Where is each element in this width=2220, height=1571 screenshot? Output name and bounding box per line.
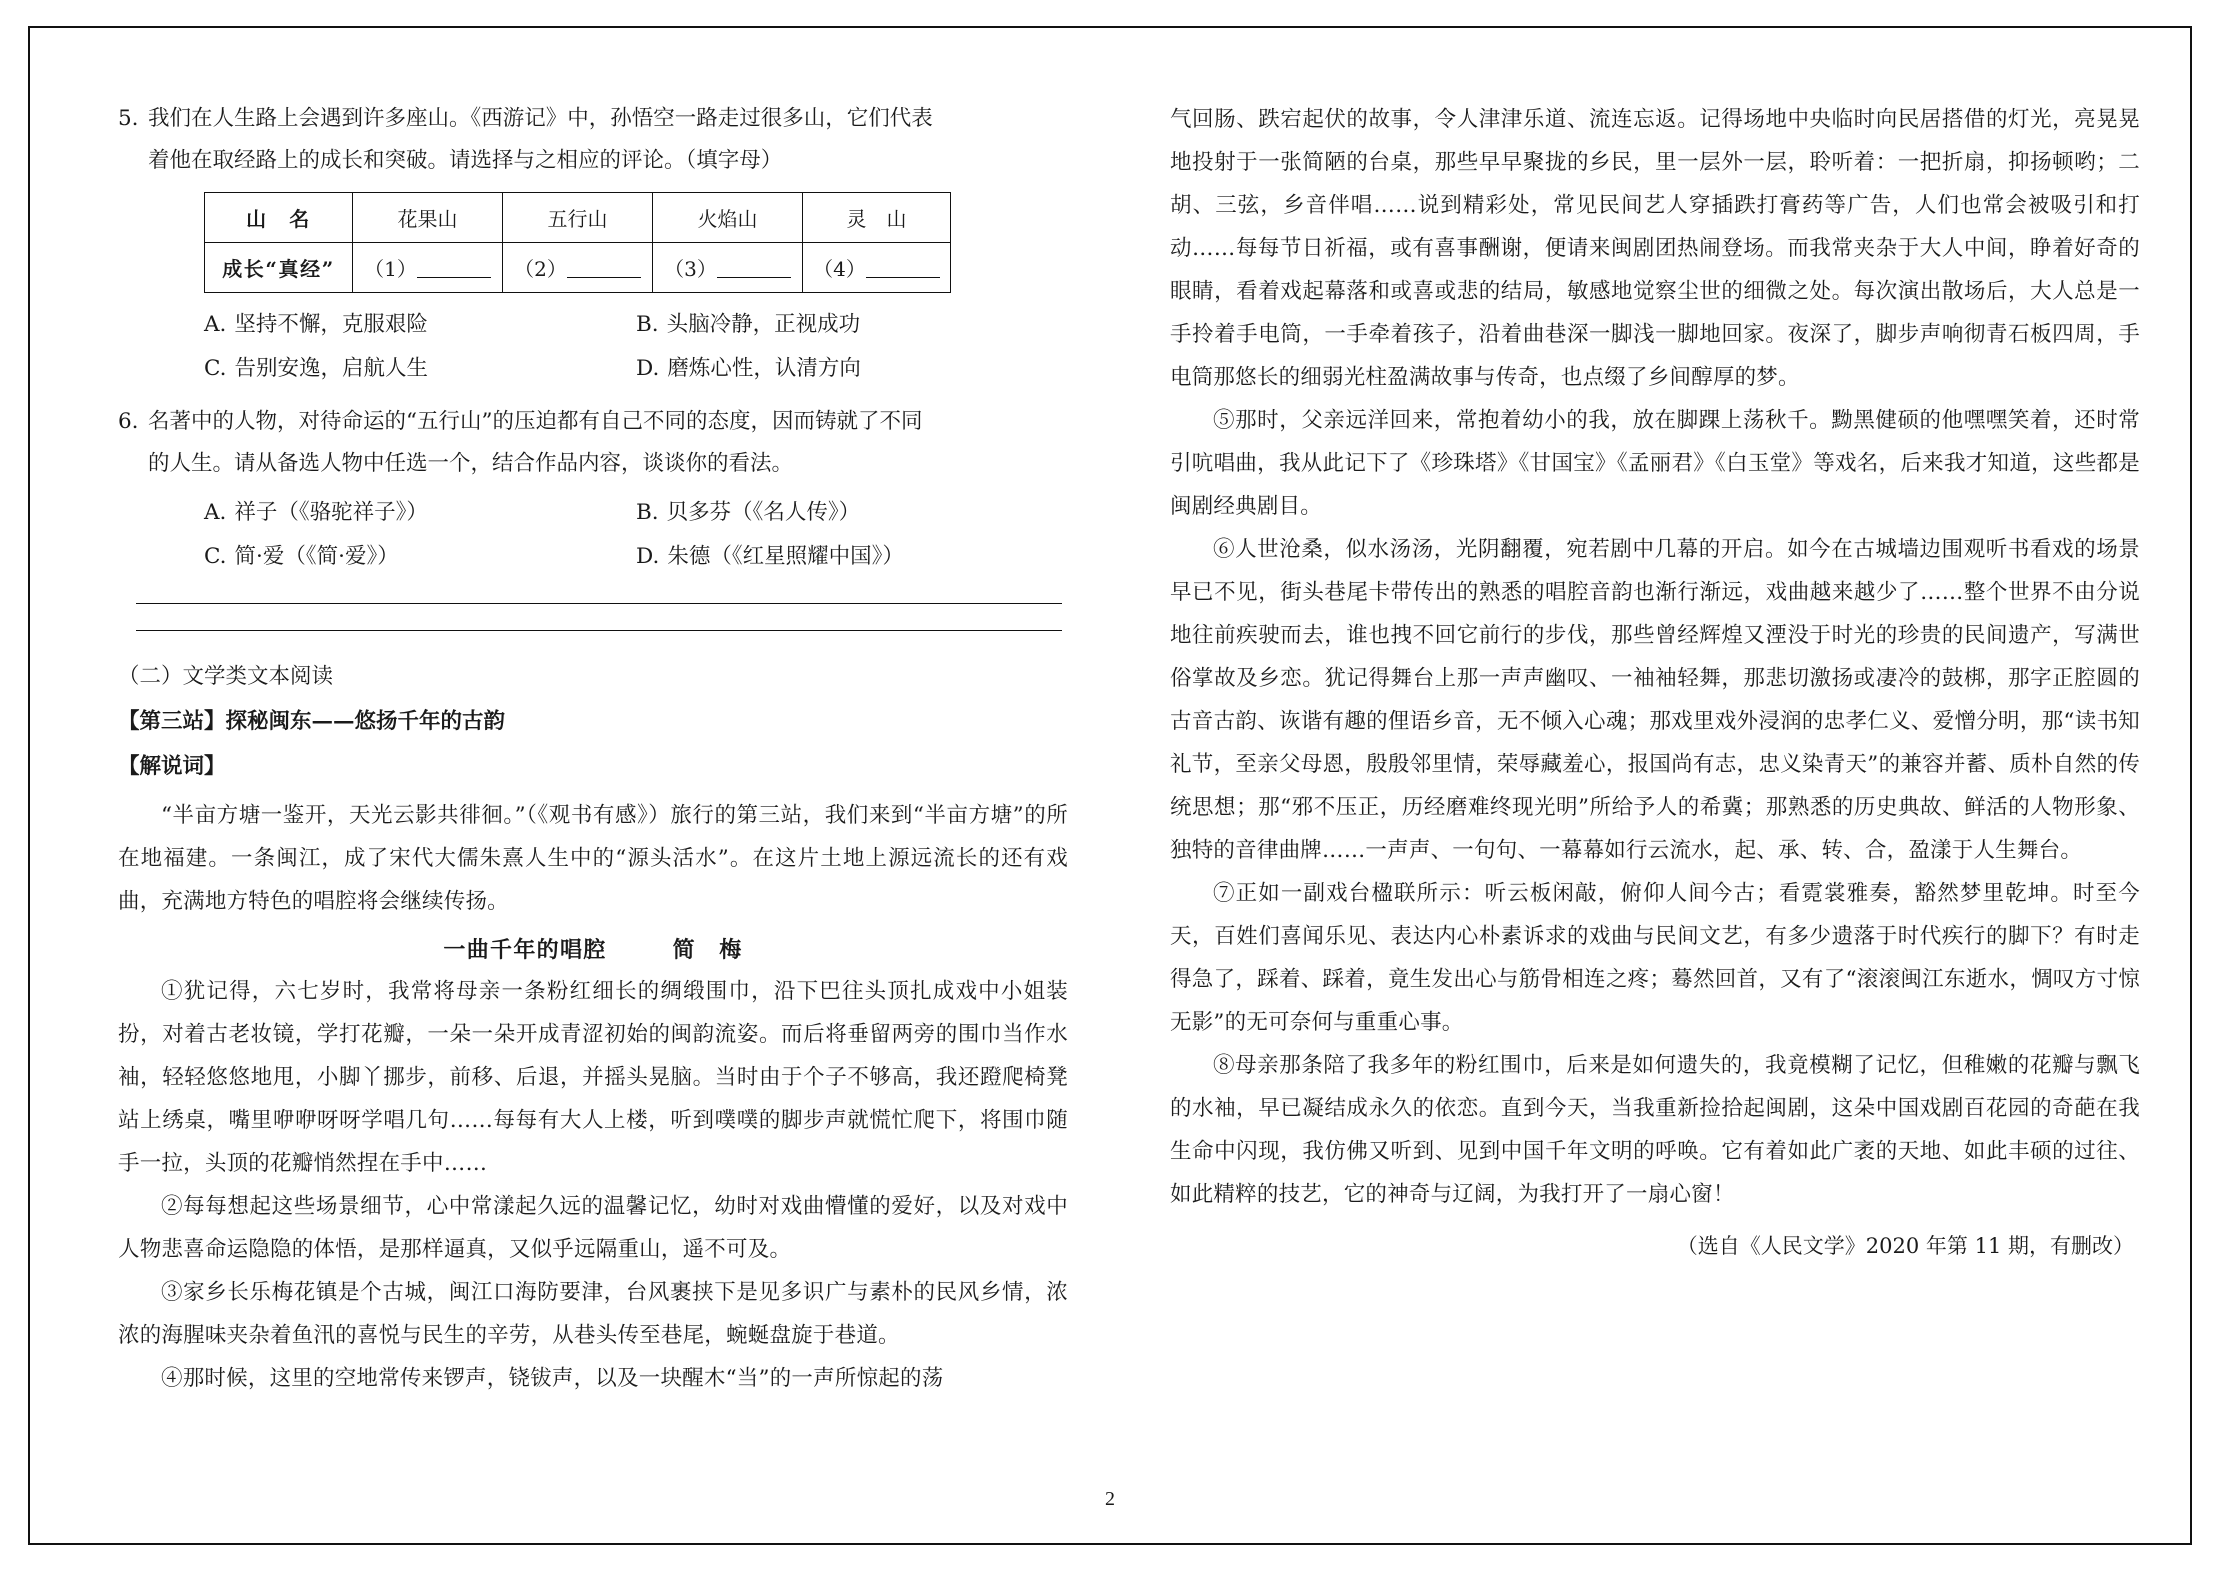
answer-cell-3[interactable] [653, 242, 803, 292]
question-6-options-row-1 [118, 491, 1068, 535]
q6-option-d-label: D. [636, 543, 660, 569]
table-cell-lingshan: 灵 山 [803, 192, 951, 242]
paragraph-4-continued: 气回肠、跌宕起伏的故事，令人津津乐道、流连忘返。记得场地中央临时向民居搭借的灯光，亮晃晃地投射于一张简陋的台桌，那些早早聚拢的乡民，里一层外一层，聆听着：一把折扇，抑扬顿哟；二胡、三弦，乡音伴唱……说到精彩处，常见民间艺人穿插跌打膏药等广告，人们也常会被吸引和打动……每每节日祈福，或有喜事酬谢，便请来闽剧团热闹登场。而我常夹杂于大人中间，睁着好奇的眼睛，看着戏起幕落和或喜或悲的结局，敏感地觉察尘世的细微之处。每次演出散场后，大人总是一手拎着手电筒，一手牵着孩子，沿着曲巷深一脚浅一脚地回家。夜深了，脚步声响彻青石板四周，手电筒那悠长的细弱光柱盈满故事与传奇，也点缀了乡间醇厚的梦。 [1170, 107, 2140, 390]
question-5 [118, 98, 1068, 182]
question-6-line1: 名著中的人物，对待命运的“五行山”的压迫都有自己不同的态度，因而铸就了不同 [148, 408, 923, 434]
article-title [118, 933, 1068, 964]
option-c[interactable] [204, 347, 636, 391]
option-b-label: B. [636, 311, 659, 337]
option-a[interactable] [204, 303, 636, 347]
q6-option-b-label: B. [636, 499, 659, 525]
q6-option-d[interactable] [636, 535, 1068, 579]
question-5-number: 5. [118, 106, 139, 131]
article-author: 简 梅 [672, 936, 743, 963]
option-d[interactable] [636, 347, 1068, 391]
answer-mark-4: （4） [813, 256, 866, 281]
left-column [60, 60, 1088, 1510]
answer-mark-3: （3） [664, 256, 717, 281]
q6-option-a[interactable] [204, 491, 636, 535]
option-d-label: D. [636, 355, 660, 381]
answer-blank-3 [717, 277, 791, 278]
note-title: 【解说词】 [118, 753, 226, 779]
table-cell-huoyanshan: 火焰山 [653, 192, 803, 242]
paragraph-4: ④那时候，这里的空地常传来锣声，铙钹声，以及一块醒木“当”的一声所惊起的荡 [161, 1365, 944, 1391]
table-header-name: 山 名 [205, 192, 353, 242]
question-5-options-row-2 [118, 347, 1068, 391]
answer-line-2[interactable] [136, 630, 1062, 631]
q6-option-d-text: 朱德（《红星照耀中国》） [667, 543, 904, 569]
answer-cell-1[interactable] [353, 242, 503, 292]
paragraph-5: ⑤那时，父亲远洋回来，常抱着幼小的我，放在脚踝上荡秋千。黝黑健硕的他嘿嘿笑着，还时常引吭唱曲，我从此记下了《珍珠塔》《甘国宝》《孟丽君》《白玉堂》等戏名，后来我才知道，这些都是闽剧经典剧目。 [1170, 408, 2140, 519]
q6-option-c[interactable] [204, 535, 636, 579]
q6-option-b-text: 贝多芬（《名人传》） [666, 499, 861, 525]
station-title: 【第三站】探秘闽东——悠扬千年的古韵 [118, 708, 506, 734]
answer-lines [118, 603, 1068, 631]
answer-mark-1: （1） [364, 256, 417, 281]
table-row [205, 242, 951, 292]
question-5-line2: 着他在取经路上的成长和突破。请选择与之相应的评论。（填字母） [148, 147, 783, 173]
answer-blank-1 [417, 277, 491, 278]
section-label: （二）文学类文本阅读 [118, 663, 334, 689]
answer-blank-2 [567, 277, 641, 278]
table-header-growth: 成长“真经” [205, 242, 353, 292]
answer-mark-2: （2） [514, 256, 567, 281]
question-5-options-row-1 [118, 303, 1068, 347]
question-6 [118, 401, 1068, 485]
paragraph-8: ⑧母亲那条陪了我多年的粉红围巾，后来是如何遗失的，我竟模糊了记忆，但稚嫩的花瓣与飘飞的水袖，早已凝结成永久的依恋。直到今天，当我重新捡拾起闽剧，这朵中国戏剧百花园的奇葩在我生命中闪现，我仿佛又听到、见到中国千年文明的呼唤。它有着如此广袤的天地、如此丰硕的过往、如此精粹的技艺，它的神奇与辽阔，为我打开了一扇心窗！ [1170, 1053, 2140, 1207]
mountain-table [204, 192, 951, 293]
paragraph-2: ②每每想起这些场景细节，心中常漾起久远的温馨记忆，幼时对戏曲懵懂的爱好，以及对戏中人物悲喜命运隐隐的体悟，是那样逼真，又似乎远隔重山，遥不可及。 [118, 1193, 1068, 1262]
table-cell-wuxingshan: 五行山 [503, 192, 653, 242]
option-b-text: 头脑冷静，正视成功 [666, 311, 861, 337]
table-cell-huaguoshan: 花果山 [353, 192, 503, 242]
source-attribution: （选自《人民文学》2020 年第 11 期，有删改） [1676, 1234, 2134, 1258]
option-b[interactable] [636, 303, 1068, 347]
option-a-text: 坚持不懈，克服艰险 [234, 311, 428, 337]
option-a-label: A. [204, 311, 227, 337]
q6-option-b[interactable] [636, 491, 1068, 535]
q6-option-a-text: 祥子（《骆驼祥子》） [234, 499, 428, 525]
answer-blank-4 [866, 277, 940, 278]
page-number: 2 [1105, 1488, 1115, 1510]
two-column-layout [60, 60, 2160, 1510]
question-6-line2: 的人生。请从备选人物中任选一个，结合作品内容，谈谈你的看法。 [148, 450, 794, 476]
question-6-number: 6. [118, 408, 139, 434]
article-title-text: 一曲千年的唱腔 [443, 936, 607, 963]
paragraph-6: ⑥人世沧桑，似水汤汤，光阴翻覆，宛若剧中几幕的开启。如今在古城墙边围观听书看戏的场景早已不见，街头巷尾卡带传出的熟悉的唱腔音韵也渐行渐远，戏曲越来越少了……整个世界不由分说地往前疾驶而去，谁也拽不回它前行的步伐，那些曾经辉煌又湮没于时光的珍贵的民间遗产，写满世俗掌故及乡恋。犹记得舞台上那一声声幽叹、一袖袖轻舞，那悲切激扬或凄冷的鼓梆，那字正腔圆的古音古韵、诙谐有趣的俚语乡音，无不倾入心魂；那戏里戏外浸润的忠孝仁义、爱憎分明，那“读书知礼节，至亲父母恩，殷殷邻里情，荣辱藏羞心，报国尚有志，忠义染青天”的兼容并蓄、质朴自然的传统思想；那“邪不压正，历经磨难终现光明”所给予人的希冀；那熟悉的历史典故、鲜活的人物形象、独特的音律曲牌……一声声、一句句、一幕幕如行云流水，起、承、转、合，盈漾于人生舞台。 [1170, 537, 2140, 863]
right-column [1132, 60, 2160, 1510]
q6-option-c-text: 简·爱（《简·爱》） [234, 543, 399, 569]
option-c-label: C. [204, 355, 227, 381]
paragraph-3: ③家乡长乐梅花镇是个古城，闽江口海防要津，台风裹挟下是见多识广与素朴的民风乡情，浓浓的海腥味夹杂着鱼汛的喜悦与民生的辛劳，从巷头传至巷尾，蜿蜒盘旋于巷道。 [118, 1279, 1068, 1348]
paragraph-1: ①犹记得，六七岁时，我常将母亲一条粉红细长的绸缎围巾，沿下巴往头顶扎成戏中小姐装扮，对着古老妆镜，学打花瓣，一朵一朵开成青涩初始的闽韵流姿。而后将垂留两旁的围巾当作水袖，轻轻悠悠地甩，小脚丫挪步，前移、后退，并摇头晃脑。当时由于个子不够高，我还蹬爬椅凳站上绣桌，嘴里咿咿呀呀学唱几句……每每有大人上楼，听到噗噗的脚步声就慌忙爬下，将围巾随手一拉，头顶的花瓣悄然捏在手中…… [118, 978, 1068, 1176]
table-row [205, 192, 951, 242]
paragraph-7: ⑦正如一副戏台楹联所示：听云板闲敲，俯仰人间今古；看霓裳雅奏，豁然梦里乾坤。时至今天，百姓们喜闻乐见、表达内心朴素诉求的戏曲与民间文艺，有多少遗落于时代疾行的脚下？有时走得急了，踩着、踩着，竟生发出心与筋骨相连之疼；蓦然回首，又有了“滚滚闽江东逝水，惆叹方寸惊无影”的无可奈何与重重心事。 [1170, 881, 2140, 1035]
answer-cell-4[interactable] [803, 242, 951, 292]
answer-cell-2[interactable] [503, 242, 653, 292]
question-6-options-row-2 [118, 535, 1068, 579]
intro-paragraph: “半亩方塘一鉴开，天光云影共徘徊。”（《观书有感》）旅行的第三站，我们来到“半亩方塘”的所在地福建。一条闽江，成了宋代大儒朱熹人生中的“源头活水”。在这片土地上源远流长的还有戏曲，充满地方特色的唱腔将会继续传扬。 [118, 802, 1068, 914]
question-5-line1: 我们在人生路上会遇到许多座山。《西游记》中，孙悟空一路走过很多山，它们代表 [148, 106, 933, 131]
option-d-text: 磨炼心性，认清方向 [667, 355, 861, 381]
option-c-text: 告别安逸，启航人生 [234, 355, 429, 381]
q6-option-a-label: A. [204, 499, 227, 525]
q6-option-c-label: C. [204, 543, 227, 569]
answer-line-1[interactable] [136, 603, 1062, 604]
